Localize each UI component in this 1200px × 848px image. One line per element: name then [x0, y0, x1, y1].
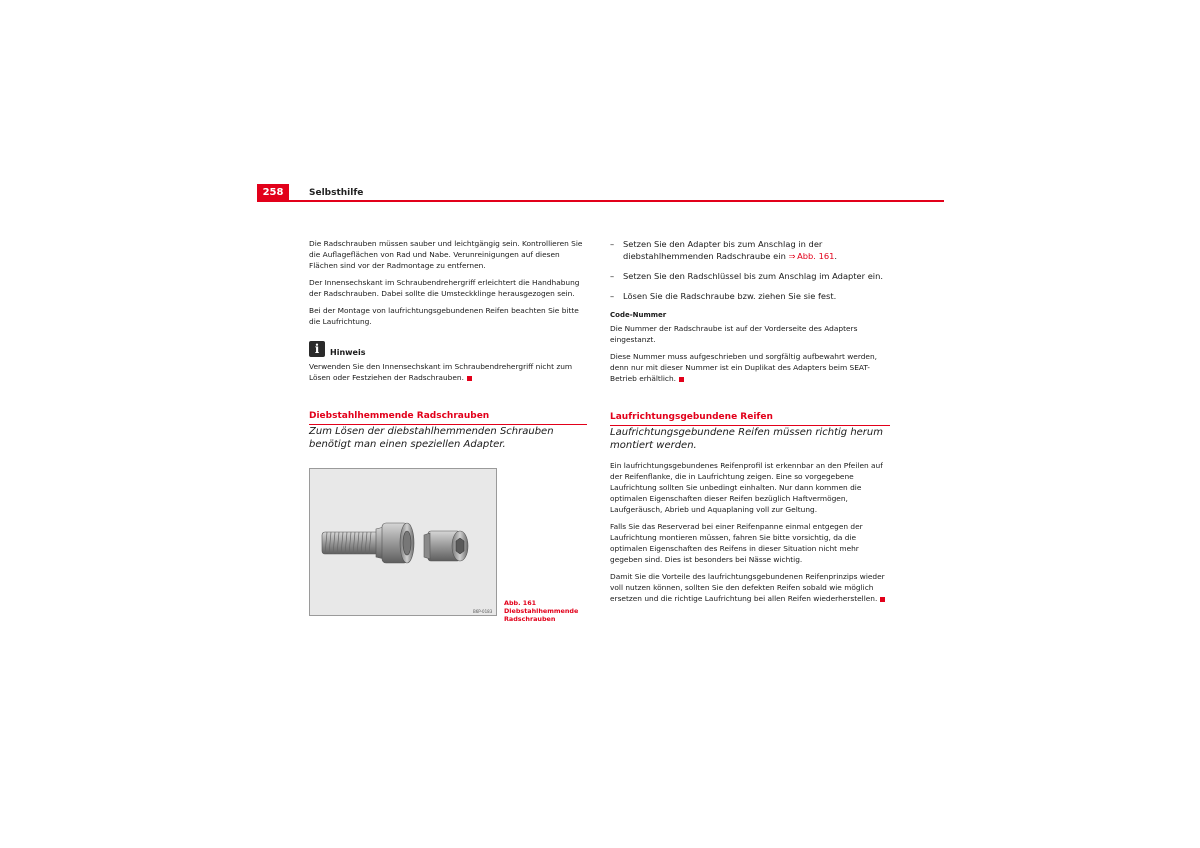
figure-caption: Abb. 161 Diebstahlhemmende Radschrauben — [504, 599, 579, 623]
note-box — [309, 341, 587, 359]
end-mark-icon — [880, 597, 885, 602]
section-lead: Zum Lösen der diebstahlhemmenden Schrauben benötigt man einen speziellen Adapter. — [309, 426, 554, 450]
step-text: Setzen Sie den Adapter bis zum Anschlag in der diebstahlhemmenden Radschraube ein — [623, 239, 823, 261]
chapter-title: Selbsthilfe — [309, 188, 364, 198]
paragraph: Bei der Montage von laufrichtungsgebundenen Reifen beachten Sie bitte die Laufrichtung. — [309, 306, 579, 326]
section-heading-anti-theft: Diebstahlhemmende Radschrauben — [309, 411, 587, 425]
paragraph: Falls Sie das Reserverad bei einer Reifenpanne einmal entgegen der Laufrichtung montieren müssen, fahren Sie bitte vorsichtig, da die optimalen Eigenschaften des Reifens in dieser Situation nicht mehr gegeben sind. Dies ist besonders bei Nässe wichtig. — [610, 522, 863, 564]
note-title: Hinweis — [330, 348, 366, 357]
step-text: Lösen Sie die Radschraube bzw. ziehen Sie sie fest. — [623, 291, 837, 301]
note-paragraph — [309, 361, 587, 383]
note-text: Verwenden Sie den Innensechskant im Schraubendrehergriff nicht zum Lösen oder Festziehen der Radschrauben. — [309, 362, 573, 382]
figure-reference-label: Abb. 161 — [797, 251, 835, 261]
info-icon: i — [309, 341, 325, 357]
step-text: Setzen Sie den Radschlüssel bis zum Anschlag im Adapter ein. — [623, 271, 884, 281]
instruction-step — [610, 270, 890, 282]
paragraph — [610, 571, 890, 604]
instruction-step — [610, 290, 890, 302]
step-dash: – — [610, 291, 615, 301]
arrow-right-icon: ⇒ — [788, 251, 796, 261]
paragraph: Die Nummer der Radschraube ist auf der Vorderseite des Adapters eingestanzt. — [610, 324, 858, 344]
left-column — [309, 238, 587, 457]
paragraph: Der Innensechskant im Schraubendrehergriff erleichtert die Handhabung der Radschrauben. Dabei sollte die Umsteckklinge herausgezogen sein. — [309, 278, 580, 298]
figure-reference-link[interactable] — [788, 251, 834, 261]
paragraph: Ein laufrichtungsgebundenes Reifenprofil ist erkennbar an den Pfeilen auf der Reifenflanke, die in Laufrichtung zeigen. Eine so vorgegebene Laufrichtung sollten Sie unbedingt einhalten. Nur dann kommen die optimalen Eigenschaften dieser Reifen bezüglich Haftvermögen, Laufgeräusch, Abrieb und Aquaplaning voll zur Geltung. — [610, 461, 883, 514]
instruction-step — [610, 238, 890, 262]
paragraph — [610, 351, 890, 384]
wheel-bolt-illustration — [310, 469, 496, 615]
page-number-badge: 258 — [257, 184, 289, 201]
paragraph: Die Radschrauben müssen sauber und leichtgängig sein. Kontrollieren Sie die Auflageflächen von Rad und Nabe. Verunreinigungen auf diesen Flächen sind vor der Radmontage zu entfernen. — [309, 239, 583, 270]
header-divider — [257, 200, 944, 202]
step-dash: – — [610, 239, 615, 249]
figure-image — [309, 468, 497, 616]
step-dash: – — [610, 271, 615, 281]
paragraph-text: Diese Nummer muss aufgeschrieben und sorgfältig aufbewahrt werden, denn nur mit dieser Nummer ist ein Duplikat des Adapters beim SEAT-Betrieb erhältlich. — [610, 352, 878, 383]
step-tail: . — [834, 251, 838, 261]
paragraph-text: Damit Sie die Vorteile des laufrichtungsgebundenen Reifenprinzips wieder voll nutzen können, sollten Sie den defekten Reifen sobald wie möglich ersetzen und die richtige Laufrichtung bei allen Reifen wiederherstellen. — [610, 572, 885, 603]
figure-code: B6P-0183 — [473, 609, 493, 614]
end-mark-icon — [679, 377, 684, 382]
section-lead: Laufrichtungsgebundene Reifen müssen richtig herum montiert werden. — [610, 427, 883, 451]
section-heading-directional-tyres: Laufrichtungsgebundene Reifen — [610, 412, 890, 426]
code-number-heading: Code-Nummer — [610, 311, 667, 319]
right-column — [610, 238, 890, 610]
end-mark-icon — [467, 376, 472, 381]
